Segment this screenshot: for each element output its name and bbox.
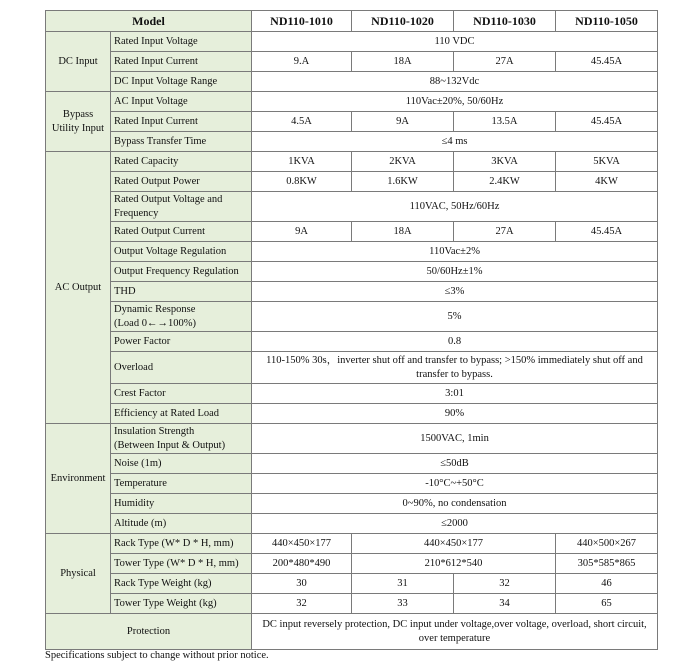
model-nd110-1010: ND110-1010 (252, 11, 352, 32)
param-label: Rated Input Current (111, 52, 252, 72)
param-value: 30 (252, 574, 352, 594)
table-row (46, 554, 658, 574)
table-row (46, 404, 658, 424)
param-value: DC input reversely protection, DC input under voltage,over voltage, overload, short circuit, over temperature (252, 614, 658, 650)
param-value: 2KVA (352, 152, 454, 172)
table-row (46, 332, 658, 352)
table-row (46, 72, 658, 92)
param-label (111, 302, 252, 332)
specifications-table (45, 10, 658, 650)
param-label: Rated Input Current (111, 112, 252, 132)
table-row (46, 112, 658, 132)
param-value: 210*612*540 (352, 554, 556, 574)
param-value: 45.45A (556, 112, 658, 132)
table-row (46, 222, 658, 242)
param-value: 4KW (556, 172, 658, 192)
param-value: 34 (454, 594, 556, 614)
table-row (46, 454, 658, 474)
param-value: 1500VAC, 1min (252, 424, 658, 454)
model-header: Model (46, 11, 252, 32)
param-label: Rated Capacity (111, 152, 252, 172)
table-row (46, 172, 658, 192)
param-label: Rated Input Voltage (111, 32, 252, 52)
param-value: 440×500×267 (556, 534, 658, 554)
param-value: 46 (556, 574, 658, 594)
param-label (111, 424, 252, 454)
table-row (46, 92, 658, 112)
param-value: 110VAC, 50Hz/60Hz (252, 192, 658, 222)
param-value: 1KVA (252, 152, 352, 172)
group-dc-input: DC Input (46, 32, 111, 92)
param-value: 2.4KW (454, 172, 556, 192)
param-label: Bypass Transfer Time (111, 132, 252, 152)
model-nd110-1030: ND110-1030 (454, 11, 556, 32)
param-value: -10°C~+50°C (252, 474, 658, 494)
param-label: Output Frequency Regulation (111, 262, 252, 282)
param-value: 27A (454, 222, 556, 242)
param-label: DC Input Voltage Range (111, 72, 252, 92)
param-value: 33 (352, 594, 454, 614)
param-label: Efficiency at Rated Load (111, 404, 252, 424)
param-value: 305*585*865 (556, 554, 658, 574)
table-row (46, 534, 658, 554)
table-row (46, 474, 658, 494)
param-value: 18A (352, 222, 454, 242)
param-label: Overload (111, 352, 252, 384)
param-value: 110-150% 30s，inverter shut off and transfer to bypass; >150% immediately shut off and transfer to bypass. (252, 352, 658, 384)
param-value: 3KVA (454, 152, 556, 172)
table-row (46, 242, 658, 262)
param-value: 27A (454, 52, 556, 72)
param-value: ≤4 ms (252, 132, 658, 152)
param-value: 110 VDC (252, 32, 658, 52)
param-value: 31 (352, 574, 454, 594)
param-label: AC Input Voltage (111, 92, 252, 112)
model-nd110-1020: ND110-1020 (352, 11, 454, 32)
param-value: 45.45A (556, 222, 658, 242)
model-nd110-1050: ND110-1050 (556, 11, 658, 32)
param-value: 90% (252, 404, 658, 424)
param-value: ≤3% (252, 282, 658, 302)
param-value: 65 (556, 594, 658, 614)
param-value: 9A (252, 222, 352, 242)
param-label-line: Dynamic Response (114, 304, 196, 316)
param-value: 440×450×177 (252, 534, 352, 554)
table-row (46, 282, 658, 302)
param-label-line: (Load 0←→100%) (114, 317, 196, 329)
table-row (46, 302, 658, 332)
param-label: Power Factor (111, 332, 252, 352)
param-value: 110Vac±20%, 50/60Hz (252, 92, 658, 112)
table-row (46, 574, 658, 594)
group-bypass-utility-input: Bypass Utility Input (46, 92, 111, 152)
param-value: 13.5A (454, 112, 556, 132)
param-value: 50/60Hz±1% (252, 262, 658, 282)
param-label: Rated Output Current (111, 222, 252, 242)
table-row (46, 594, 658, 614)
param-label: Tower Type Weight (kg) (111, 594, 252, 614)
param-label: Crest Factor (111, 384, 252, 404)
param-label-line: Insulation Strength (114, 426, 195, 438)
param-label: Rated Output Power (111, 172, 252, 192)
table-row (46, 424, 658, 454)
header-row (46, 11, 658, 32)
param-value: ≤50dB (252, 454, 658, 474)
param-value: 110Vac±2% (252, 242, 658, 262)
param-value: 9.A (252, 52, 352, 72)
table-row (46, 32, 658, 52)
param-value: 0.8 (252, 332, 658, 352)
param-value: 3:01 (252, 384, 658, 404)
group-physical: Physical (46, 534, 111, 614)
param-label: Rack Type (W* D * H, mm) (111, 534, 252, 554)
param-value: 440×450×177 (352, 534, 556, 554)
param-label: THD (111, 282, 252, 302)
param-value: 45.45A (556, 52, 658, 72)
table-row (46, 494, 658, 514)
param-label: Noise (1m) (111, 454, 252, 474)
param-label: Output Voltage Regulation (111, 242, 252, 262)
param-label: Altitude (m) (111, 514, 252, 534)
param-label: Rated Output Voltage and Frequency (111, 192, 252, 222)
param-value: 0.8KW (252, 172, 352, 192)
param-value: 18A (352, 52, 454, 72)
param-value: 32 (454, 574, 556, 594)
param-value: 5KVA (556, 152, 658, 172)
group-ac-output: AC Output (46, 152, 111, 424)
table-row (46, 152, 658, 172)
footnote: Specifications subject to change without prior notice. (45, 650, 269, 661)
param-value: 32 (252, 594, 352, 614)
param-value: ≤2000 (252, 514, 658, 534)
table-row (46, 192, 658, 222)
table-row (46, 52, 658, 72)
table-row (46, 614, 658, 650)
table-row (46, 352, 658, 384)
param-value: 5% (252, 302, 658, 332)
table-row (46, 132, 658, 152)
param-value: 0~90%, no condensation (252, 494, 658, 514)
param-label: Humidity (111, 494, 252, 514)
param-label: Rack Type Weight (kg) (111, 574, 252, 594)
table-row (46, 262, 658, 282)
param-value: 9A (352, 112, 454, 132)
table-row (46, 384, 658, 404)
param-label: Tower Type (W* D * H, mm) (111, 554, 252, 574)
group-protection: Protection (46, 614, 252, 650)
group-environment: Environment (46, 424, 111, 534)
param-label-line: (Between Input & Output) (114, 439, 226, 451)
param-value: 88~132Vdc (252, 72, 658, 92)
table-row (46, 514, 658, 534)
param-value: 200*480*490 (252, 554, 352, 574)
param-label: Temperature (111, 474, 252, 494)
param-value: 1.6KW (352, 172, 454, 192)
param-value: 4.5A (252, 112, 352, 132)
